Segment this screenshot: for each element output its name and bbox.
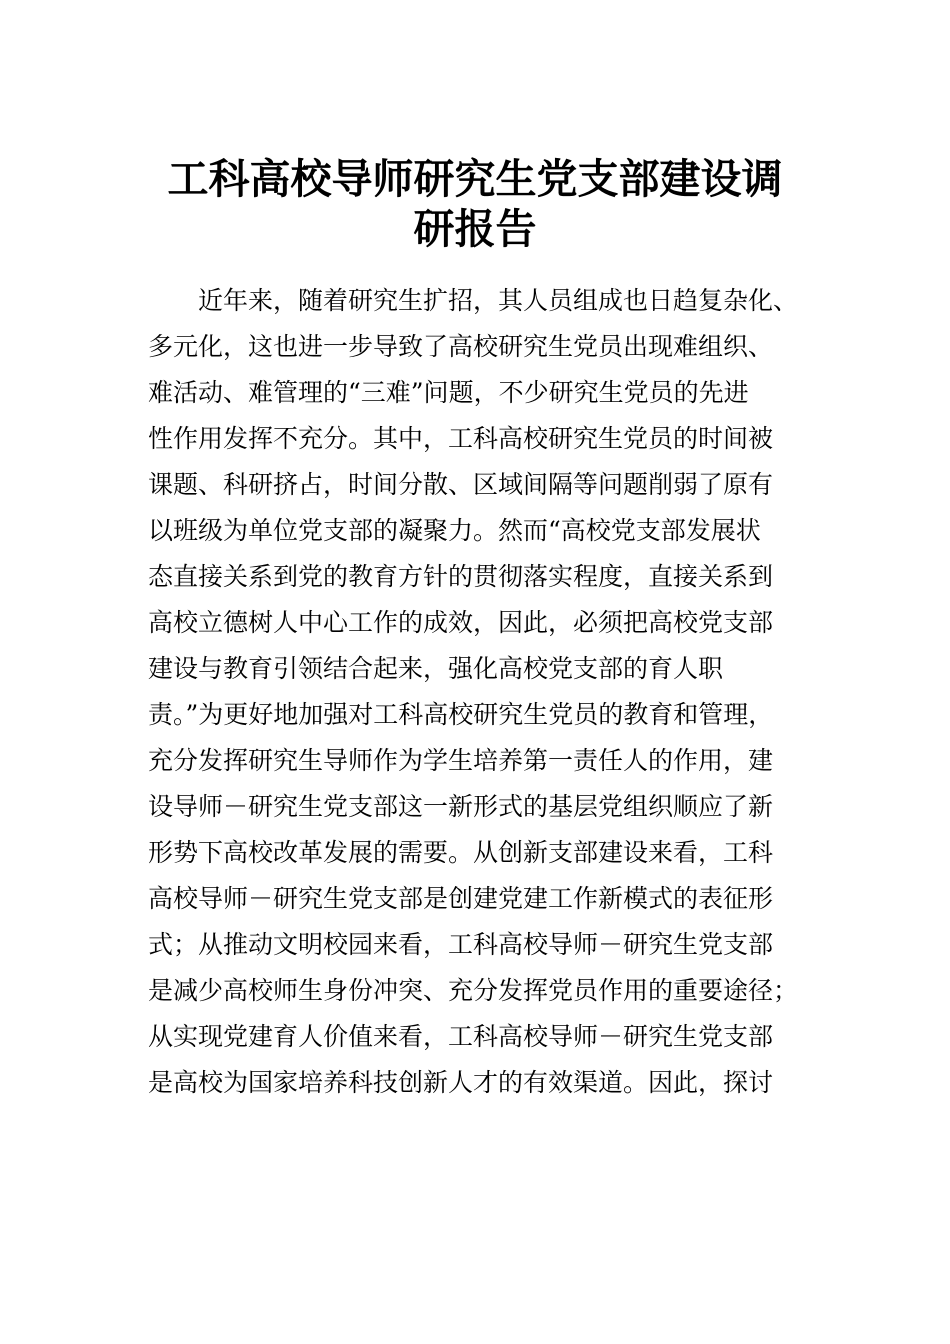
body-line-4: 性作用发挥不充分。其中，工科高校研究生党员的时间被 (148, 424, 774, 453)
document-title-line-1: 工科高校导师研究生党支部建设调 (167, 155, 783, 203)
body-line-11: 充分发挥研究生导师作为学生培养第一责任人的作用，建 (148, 746, 774, 775)
body-line-6: 以班级为单位党支部的凝聚力。然而“高校党支部发展状 (148, 516, 761, 545)
body-line-7: 态直接关系到党的教育方针的贯彻落实程度，直接关系到 (148, 562, 774, 591)
body-line-13: 形势下高校改革发展的需要。从创新支部建设来看，工科 (148, 838, 774, 867)
document-title-line-2: 研报告 (413, 205, 537, 253)
body-line-3: 难活动、难管理的“三难”问题，不少研究生党员的先进 (148, 378, 749, 407)
body-line-10: 责。”为更好地加强对工科高校研究生党员的教育和管理， (148, 700, 774, 729)
body-line-2: 多元化，这也进一步导致了高校研究生党员出现难组织、 (148, 332, 774, 361)
body-line-18: 是高校为国家培养科技创新人才的有效渠道。因此，探讨 (148, 1068, 774, 1097)
body-line-14: 高校导师－研究生党支部是创建党建工作新模式的表征形 (148, 884, 774, 913)
body-line-17: 从实现党建育人价值来看，工科高校导师－研究生党支部 (148, 1022, 774, 1051)
body-line-12: 设导师－研究生党支部这一新形式的基层党组织顺应了新 (148, 792, 774, 821)
body-line-5: 课题、科研挤占，时间分散、区域间隔等问题削弱了原有 (148, 470, 774, 499)
body-line-8: 高校立德树人中心工作的成效，因此，必须把高校党支部 (148, 608, 774, 637)
body-line-1: 近年来，随着研究生扩招，其人员组成也日趋复杂化、 (198, 286, 799, 315)
body-line-9: 建设与教育引领结合起来，强化高校党支部的育人职 (148, 654, 724, 683)
body-line-16: 是减少高校师生身份冲突、充分发挥党员作用的重要途径； (148, 976, 799, 1005)
body-line-15: 式；从推动文明校园来看，工科高校导师－研究生党支部 (148, 930, 774, 959)
